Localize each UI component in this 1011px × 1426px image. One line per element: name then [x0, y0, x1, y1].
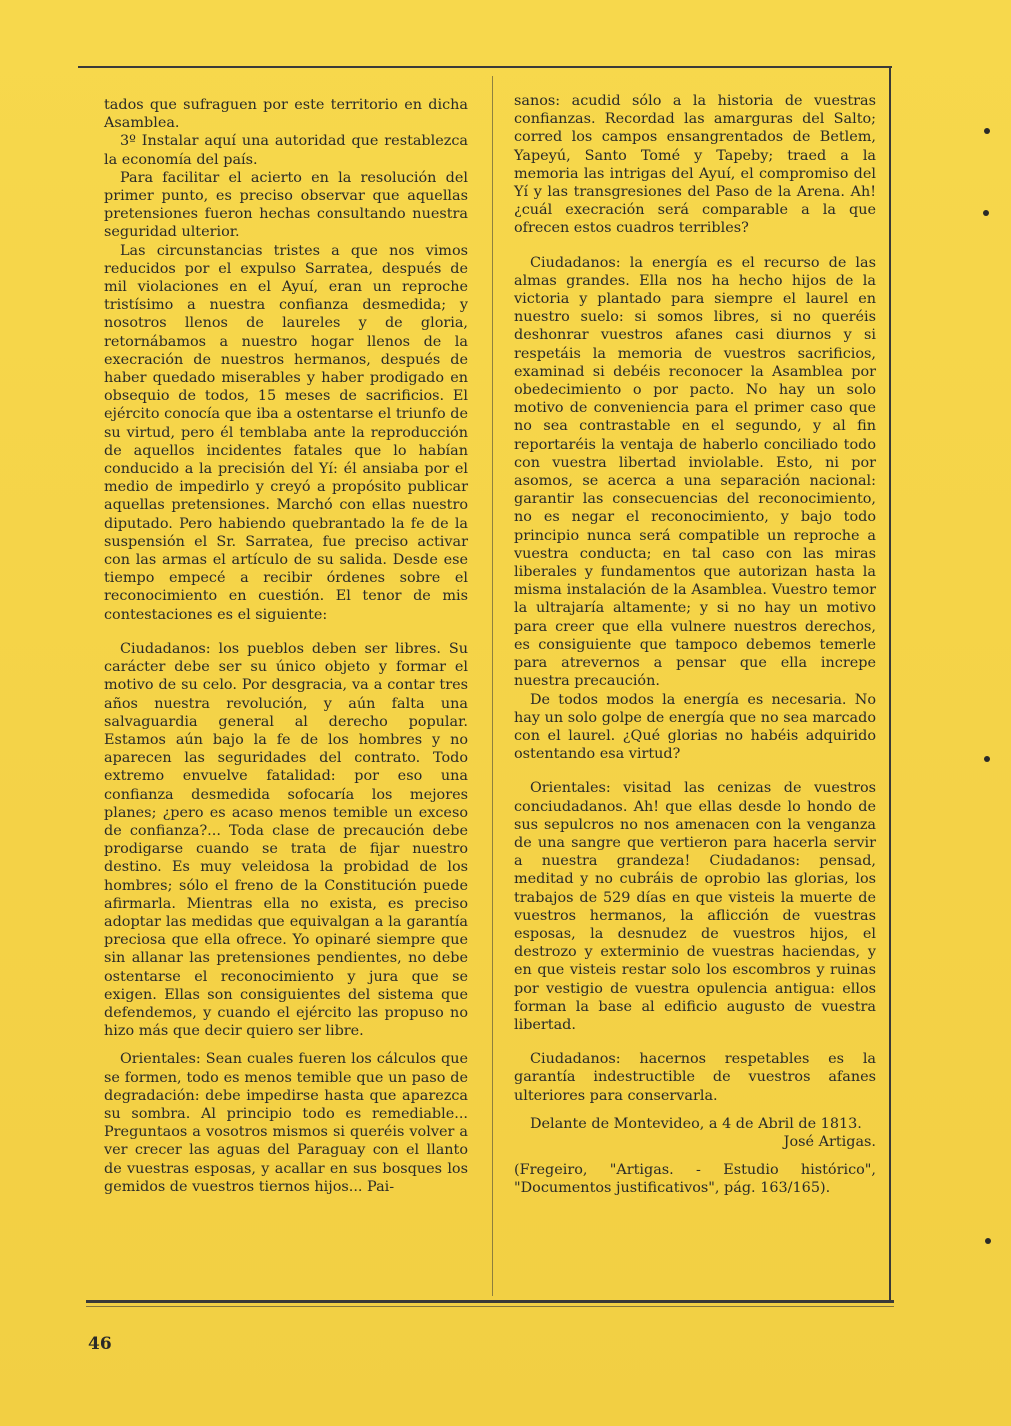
top-rule: [78, 66, 892, 68]
paragraph: tados que sufraguen por este territorio en dicha Asamblea.: [104, 97, 468, 132]
bottom-rule: [86, 1300, 894, 1303]
paragraph: Ciudadanos: hacernos respetables es la garantía indestructible de vuestros afanes ulteriores para conservarla.: [514, 1051, 876, 1104]
column-divider: [492, 76, 493, 1296]
left-column: [104, 96, 468, 1196]
paragraph: De todos modos la energía es necesaria. No hay un solo golpe de energía que no sea marcado con el laurel. ¿Qué glorias no habéis adquirido ostentando esa virtud?: [514, 691, 876, 763]
margin-mark: [983, 210, 989, 216]
date-line: Delante de Montevideo, a 4 de Abril de 1813.: [530, 1115, 862, 1132]
right-border-rule: [889, 66, 891, 1303]
page-number: 46: [88, 1334, 112, 1354]
paragraph: Orientales: visitad las cenizas de vuestros conciudadanos. Ah! que ellas desde lo hondo de sus sepulcros no nos amenacen con la venganza de una sangre que vertieron para hacerla servir a nuestra grandeza! Ciudadanos: pensad, meditad y no cubráis de oprobio las glorias, los trabajos de 529 días en que visteis la muerte de vuestros hermanos, la aflicción de vuestras esposas, la desnudez de vuestros hijos, el destrozo y exterminio de vuestras haciendas, y en que visteis restar solo los escombros y ruinas por vestigio de vuestra opulencia antigua: ellos forman la base al edificio augusto de vuestra libertad.: [514, 780, 876, 1033]
signature: José Artigas.: [783, 1133, 876, 1150]
citation: (Fregeiro, "Artigas. - Estudio histórico", "Documentos justificativos", pág. 163/165).: [514, 1162, 876, 1197]
paragraph: Ciudadanos: la energía es el recurso de las almas grandes. Ella nos ha hecho hijos de la victoria y plantado para siempre el laurel en nuestro suelo: si somos libres, si no queréis deshonrar vuestros afanes casi diurnos y si respetáis la memoria de vuestros sacrificios, examinad si debéis reconocer la Asamblea por obedecimiento o por pacto. No hay un solo motivo de conveniencia para el primer caso que no sea contrastable en el segundo, y al fin reportaréis la ventaja de haberlo conciliado todo con vuestra libertad inviolable. Esto, ni por asomos, se acerca a una separación nacional: garantir las consecuencias del reconocimiento, no es negar el reconocimiento, y bajo todo principio nunca será compatible un reproche a vuestra conducta; en tal caso con las miras liberales y fundamentos que autorizan hasta la misma instalación de la Asamblea. Vuestro temor la ultrajaría altamente; y si no hay un motivo para creer que ella vulnere nuestros derechos, es consiguiente que tampoco debemos temerle para atrevernos a pensar que ella increpe nuestra precaución.: [514, 254, 876, 690]
paragraph: Las circunstancias tristes a que nos vimos reducidos por el expulso Sarratea, después de mil violaciones en el Ayuí, eran un reproche tristísimo a nuestra confianza desmedida; y nosotros llenos de laureles y de gloria, retornábamos a nuestro hogar llenos de la execración de nuestros hermanos, después de haber quedado miserables y haber prodigado en obsequio de todos, 15 meses de sacrificios. El ejército conocía que iba a ostentarse el triunfo de su virtud, pero él temblaba ante la reproducción de aquellos incidentes fatales que lo habían conducido a la precisión del Yí: él ansiaba por el medio de impedirlo y creyó a propósito publicar aquellas pretensiones. Marchó con ellas nuestro diputado. Pero habiendo quebrantado la fe de la suspensión el Sr. Sarratea, fue preciso activar con las armas el artículo de su salida. Desde ese tiempo empecé a recibir órdenes sobre el reconocimiento en cuestión. El tenor de mis contestaciones es el siguiente:: [104, 242, 468, 623]
paragraph: sanos: acudid sólo a la historia de vuestras confianzas. Recordad las amarguras del Salto; corred los campos ensangrentados de Betlem, Yapeyú, Santo Tomé y Tapeby; traed a la memoria las intrigas del Ayuí, el compromiso del Yí y las transgresiones del Paso de la Arena. Ah! ¿cuál execración será comparable a la que ofrecen estos cuadros terribles?: [514, 93, 876, 237]
margin-mark: [985, 1238, 991, 1244]
paragraph: Para facilitar el acierto en la resolución del primer punto, es preciso observar que aquellas pretensiones fueron hechas consultando nuestra seguridad ulterior.: [104, 169, 468, 241]
right-column: [514, 92, 876, 1198]
paragraph: Ciudadanos: los pueblos deben ser libres. Su carácter debe ser su único objeto y formar el motivo de su celo. Por desgracia, va a contar tres años nuestra revolución, y aún falta una salvaguardia general al derecho popular. Estamos aún bajo la fe de los hombres y no aparecen las seguridades del contrato. Todo extremo envuelve fatalidad: por eso una confianza desmedida sofocaría los mejores planes; ¿pero es acaso menos temible un exceso de confianza?... Toda clase de precaución debe prodigarse cuando se trata de fijar nuestro destino. Es muy veleidosa la probidad de los hombres; sólo el freno de la Constitución puede afirmarla. Mientras ella no exista, es preciso adoptar las medidas que equivalgan a la garantía preciosa que ella ofrece. Yo opinaré siempre que sin allanar las pretensiones pendientes, no debe ostentarse el reconocimiento y jura que se exigen. Ellas son consiguientes del sistema que defendemos, y cuando el ejército las propuso no hizo más que decir quiero ser libre.: [104, 640, 468, 1040]
margin-mark: [984, 128, 990, 134]
bottom-rule-thin: [86, 1306, 894, 1307]
paragraph: Orientales: Sean cuales fueren los cálculos que se formen, todo es menos temible que un paso de degradación: debe impedirse hasta que aparezca su sombra. Al principio todo es remediable... Preguntaos a vosotros mismos si queréis volver a ver crecer las aguas del Paraguay con el llanto de vuestras esposas, y acallar en sus bosques los gemidos de vuestros tiernos hijos... Pai-: [104, 1051, 468, 1195]
margin-mark: [984, 756, 990, 762]
paragraph: 3º Instalar aquí una autoridad que restablezca la economía del país.: [104, 133, 468, 168]
